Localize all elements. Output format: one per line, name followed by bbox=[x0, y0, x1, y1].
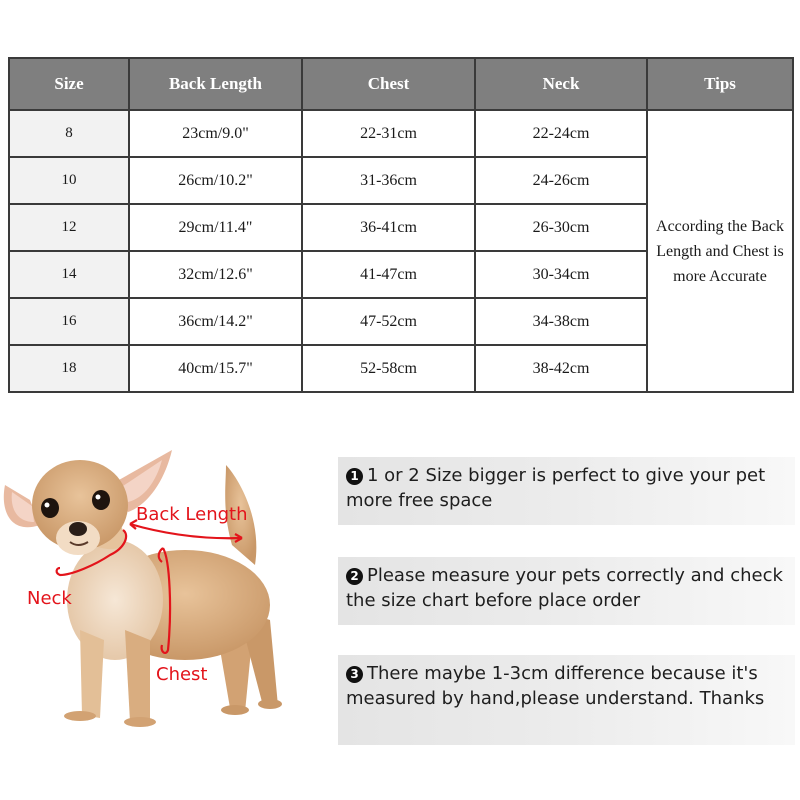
header-back-length: Back Length bbox=[129, 58, 302, 110]
neck-cell: 30-34cm bbox=[475, 251, 647, 298]
size-cell: 10 bbox=[9, 157, 129, 204]
neck-cell: 24-26cm bbox=[475, 157, 647, 204]
number-2-icon: 2 bbox=[346, 568, 363, 585]
neck-cell: 26-30cm bbox=[475, 204, 647, 251]
chest-cell: 31-36cm bbox=[302, 157, 475, 204]
back-length-cell: 32cm/12.6" bbox=[129, 251, 302, 298]
note-1-text: 1 or 2 Size bigger is perfect to give your pet more free space bbox=[346, 465, 766, 511]
note-3 bbox=[338, 655, 795, 745]
back-length-cell: 40cm/15.7" bbox=[129, 345, 302, 392]
header-tips: Tips bbox=[647, 58, 793, 110]
neck-cell: 38-42cm bbox=[475, 345, 647, 392]
neck-label: Neck bbox=[27, 588, 72, 609]
table-row bbox=[9, 110, 793, 157]
header-neck: Neck bbox=[475, 58, 647, 110]
size-cell: 8 bbox=[9, 110, 129, 157]
chest-cell: 52-58cm bbox=[302, 345, 475, 392]
size-chart-table bbox=[8, 57, 794, 393]
note-2 bbox=[338, 557, 795, 625]
note-2-text: Please measure your pets correctly and check the size chart before place order bbox=[346, 565, 783, 611]
size-cell: 16 bbox=[9, 298, 129, 345]
back-length-label: Back Length bbox=[136, 504, 248, 525]
chest-cell: 36-41cm bbox=[302, 204, 475, 251]
neck-cell: 22-24cm bbox=[475, 110, 647, 157]
number-3-icon: 3 bbox=[346, 666, 363, 683]
dog-measurement-diagram bbox=[0, 440, 300, 740]
header-size: Size bbox=[9, 58, 129, 110]
header-chest: Chest bbox=[302, 58, 475, 110]
note-3-text: There maybe 1-3cm difference because it's measured by hand,please understand. Thanks bbox=[346, 663, 765, 709]
back-length-cell: 23cm/9.0" bbox=[129, 110, 302, 157]
size-cell: 18 bbox=[9, 345, 129, 392]
back-length-cell: 26cm/10.2" bbox=[129, 157, 302, 204]
chest-cell: 22-31cm bbox=[302, 110, 475, 157]
back-length-cell: 36cm/14.2" bbox=[129, 298, 302, 345]
size-cell: 12 bbox=[9, 204, 129, 251]
note-1 bbox=[338, 457, 795, 525]
neck-cell: 34-38cm bbox=[475, 298, 647, 345]
chest-cell: 41-47cm bbox=[302, 251, 475, 298]
table-header-row bbox=[9, 58, 793, 110]
chest-label: Chest bbox=[156, 664, 208, 685]
size-cell: 14 bbox=[9, 251, 129, 298]
chest-cell: 47-52cm bbox=[302, 298, 475, 345]
number-1-icon: 1 bbox=[346, 468, 363, 485]
back-length-cell: 29cm/11.4" bbox=[129, 204, 302, 251]
tips-cell: According the Back Length and Chest is more Accurate bbox=[647, 110, 793, 392]
